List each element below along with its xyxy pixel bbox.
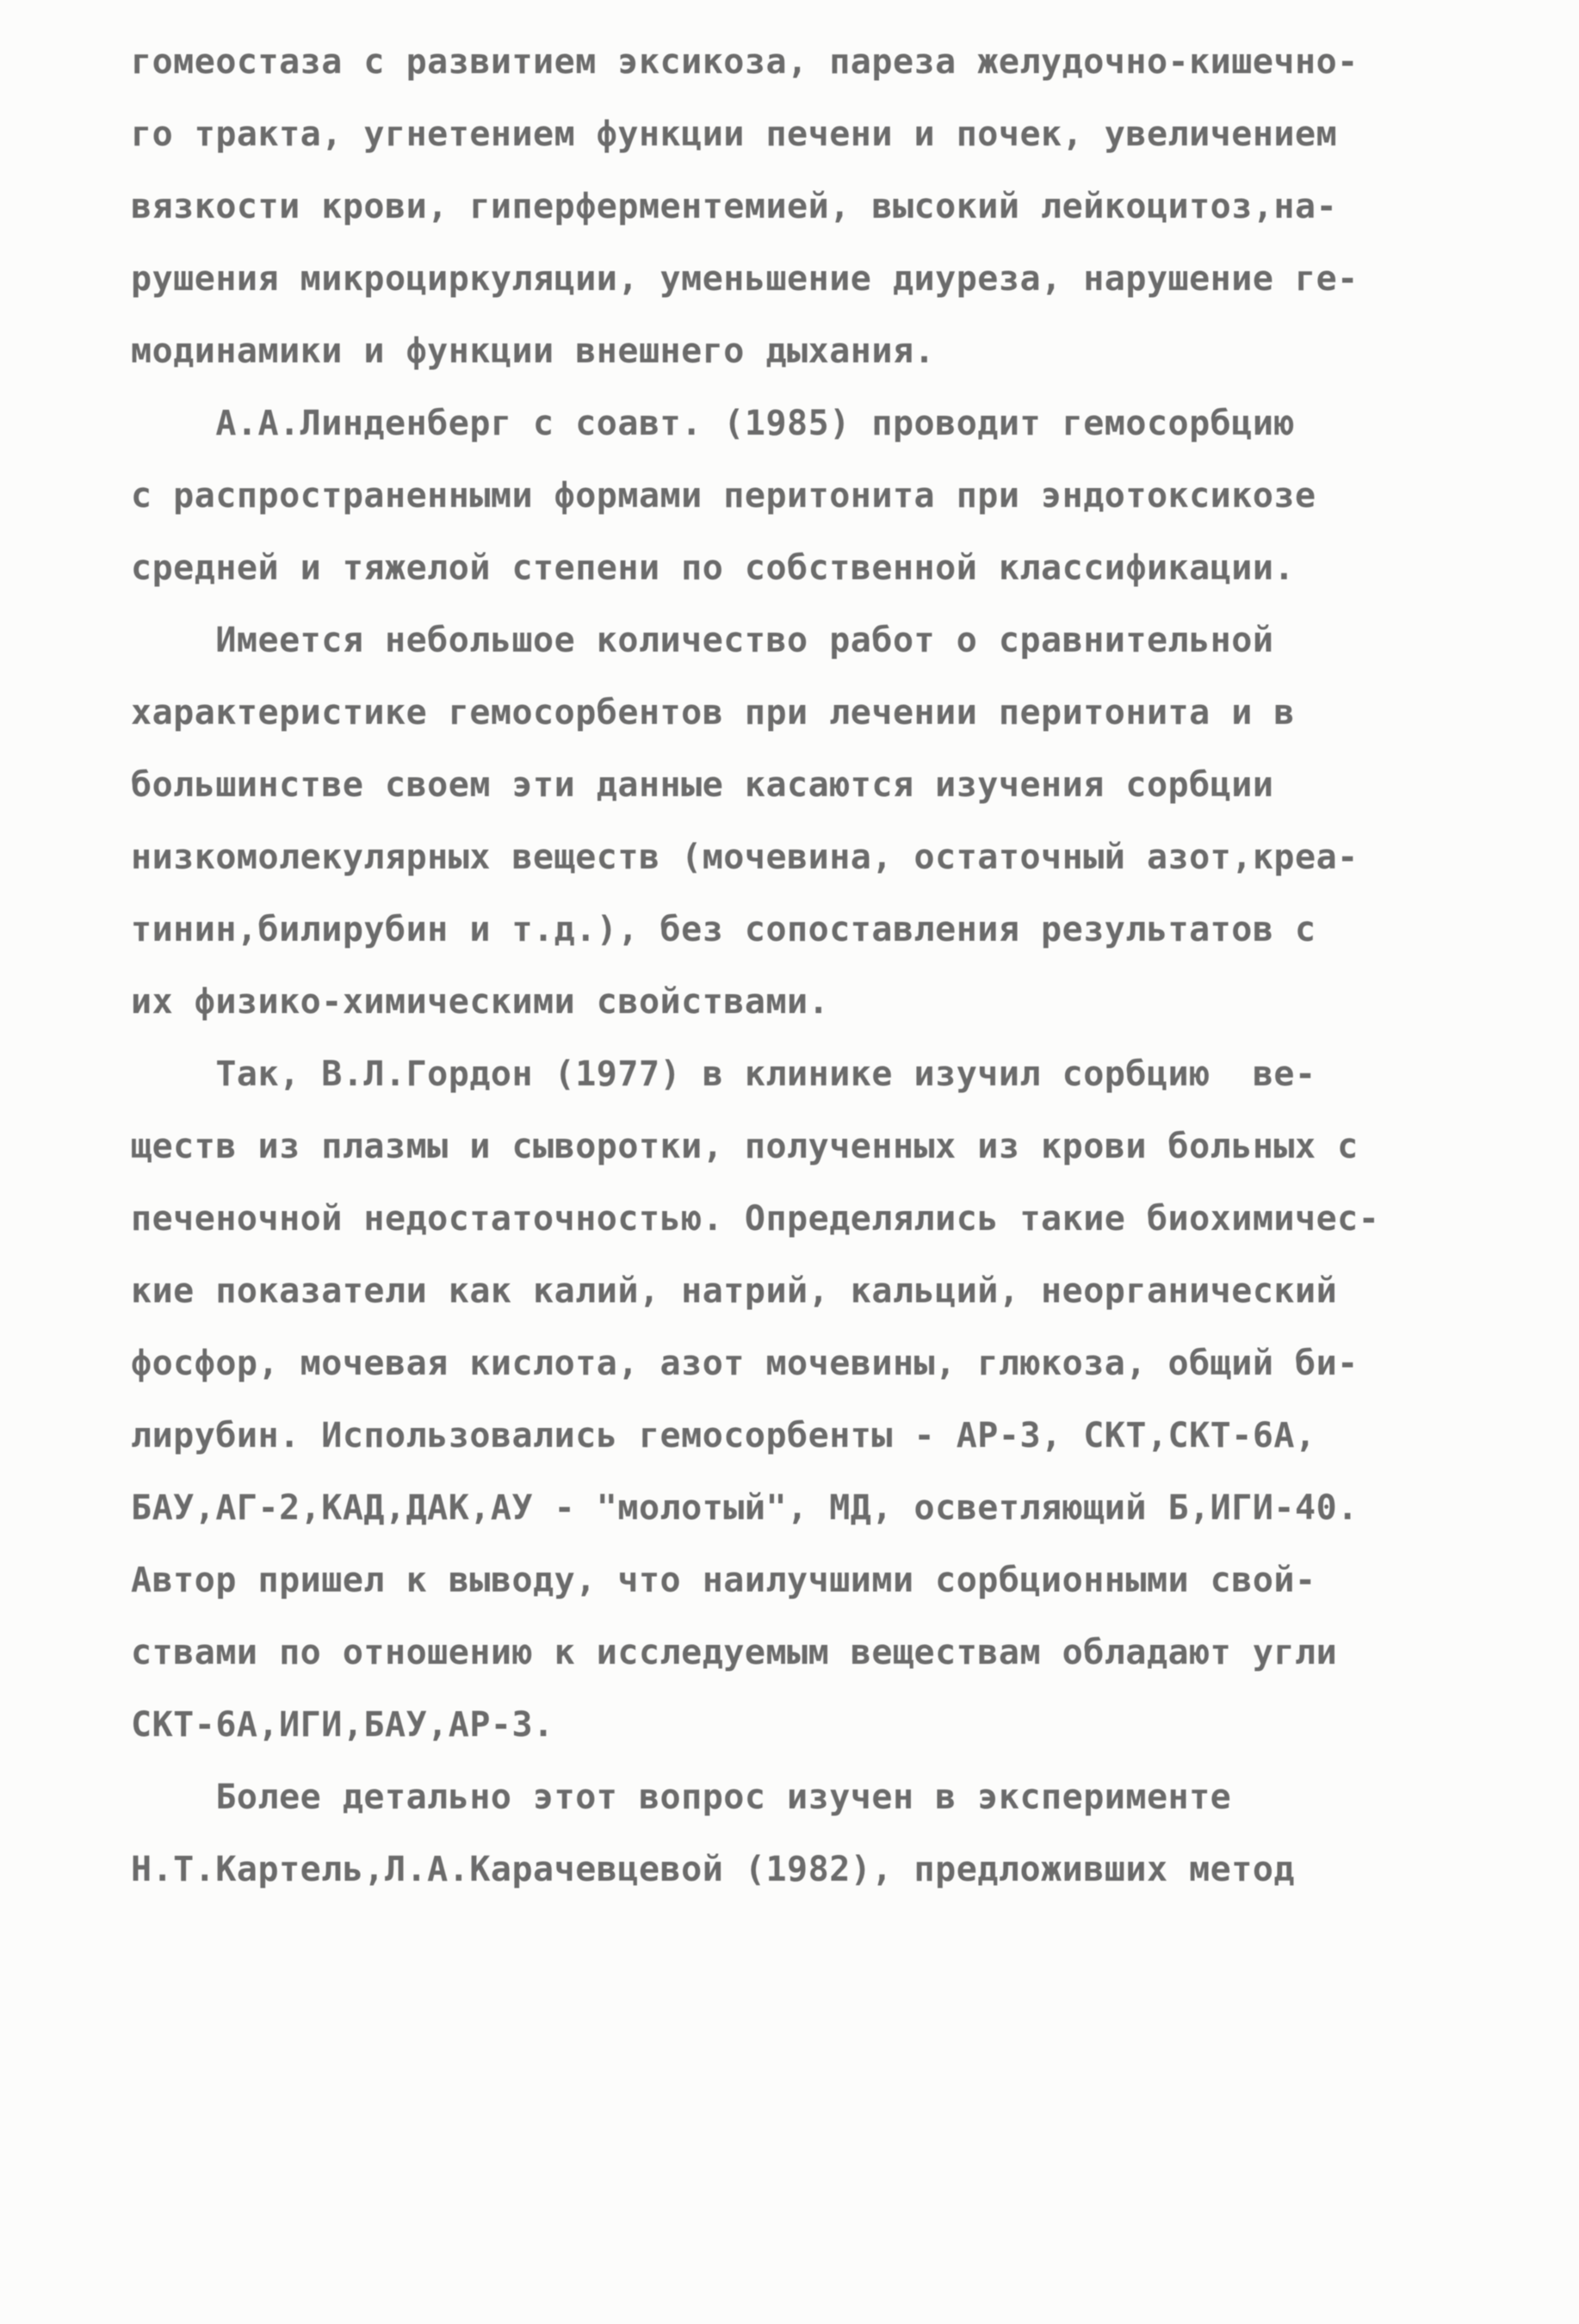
text-line: вязкости крови, гиперферментемией, высокий лейкоцитоз,на- <box>131 187 1338 226</box>
text-line: ствами по отношению к исследуемым веществам обладают угли <box>131 1633 1338 1672</box>
text-line: тинин,билирубин и т.д.), без сопоставления результатов с <box>131 910 1316 949</box>
text-line: Автор пришел к выводу, что наилучшими сорбционными свой- <box>131 1561 1316 1600</box>
text-line: фосфор, мочевая кислота, азот мочевины, глюкоза, общий би- <box>131 1344 1359 1383</box>
text-line: характеристике гемосорбентов при лечении перитонита и в <box>131 693 1296 732</box>
text-line: с распространенными формами перитонита при эндотоксикозе <box>131 476 1316 516</box>
text-line: лирубин. Использовались гемосорбенты - АР-3, СКТ,СКТ-6А, <box>131 1416 1316 1456</box>
text-line: Имеется небольшое количество работ о сравнительной <box>131 621 1274 660</box>
text-line: Более детально этот вопрос изучен в эксперименте <box>131 1777 1232 1817</box>
body-text <box>131 26 1440 1906</box>
text-line: печеночной недостаточностью. Определялись такие биохимичес- <box>131 1199 1380 1239</box>
text-line: средней и тяжелой степени по собственной классификации. <box>131 548 1296 588</box>
text-line: модинамики и функции внешнего дыхания. <box>131 331 936 371</box>
text-line: ществ из плазмы и сыворотки, полученных из крови больных с <box>131 1127 1359 1166</box>
text-line: низкомолекулярных веществ (мочевина, остаточный азот,креа- <box>131 838 1359 877</box>
text-line: А.А.Линденберг с соавт. (1985) проводит гемосорбцию <box>131 404 1296 443</box>
text-line: их физико-химическими свойствами. <box>131 982 830 1022</box>
text-line: гомеостаза с развитием эксикоза, пареза желудочно-кишечно- <box>131 42 1359 82</box>
text-line: большинстве своем эти данные касаются изучения сорбции <box>131 765 1274 805</box>
text-line: СКТ-6А,ИГИ,БАУ,АР-3. <box>131 1705 554 1745</box>
text-line: кие показатели как калий, натрий, кальций, неорганический <box>131 1271 1338 1311</box>
text-line: Так, В.Л.Гордон (1977) в клинике изучил сорбцию ве- <box>131 1054 1316 1094</box>
text-line: БАУ,АГ-2,КАД,ДАК,АУ - "молотый", МД, осветляющий Б,ИГИ-40. <box>131 1488 1359 1528</box>
text-line: рушения микроциркуляции, уменьшение диуреза, нарушение ге- <box>131 259 1359 299</box>
text-line: го тракта, угнетением функции печени и почек, увеличением <box>131 114 1338 154</box>
text-line: Н.Т.Картель,Л.А.Карачевцевой (1982), предложивших метод <box>131 1850 1296 1889</box>
